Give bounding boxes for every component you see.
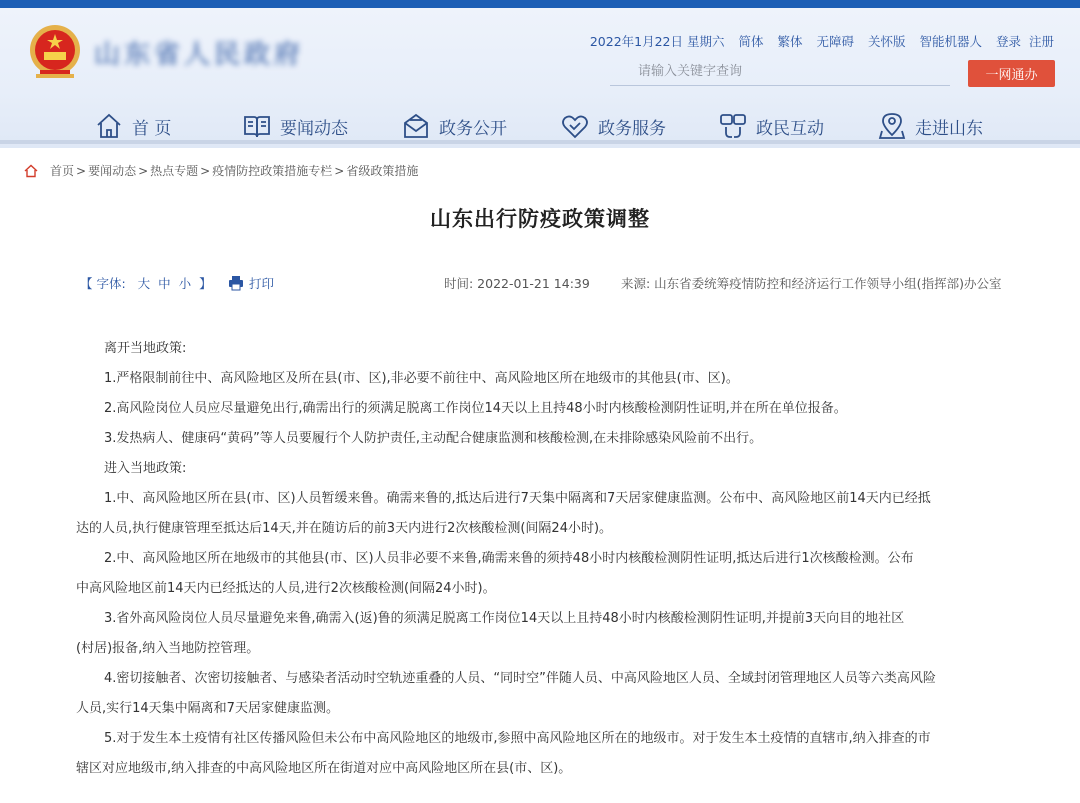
site-header <box>0 8 1080 148</box>
breadcrumb-news[interactable]: 要闻动态 <box>88 164 137 178</box>
article-paragraph: 5.对于发生本土疫情有社区传播风险但未公布中高风险地区的地级市,参照中高风险地区所在的地级市。对于发生本土疫情的直辖市,纳入排查的市 <box>104 731 931 746</box>
article-paragraph: 辖区对应地级市,纳入排查的中高风险地区所在街道对应中高风险地区所在县(市、区)。 <box>76 761 572 776</box>
font-size-control <box>80 274 212 292</box>
article-title: 山东出行防疫政策调整 <box>430 207 650 231</box>
font-size-large[interactable]: 大 <box>137 276 151 291</box>
site-name-logo[interactable]: 山东省人民政府 <box>94 40 305 70</box>
article-paragraph: 中高风险地区前14天内已经抵达的人员,进行2次核酸检测(间隔24小时)。 <box>76 581 496 596</box>
article-paragraph: (村居)报备,纳入当地防控管理。 <box>76 641 260 656</box>
print-label: 打印 <box>249 276 275 291</box>
nav-label: 政务公开 <box>439 118 507 139</box>
article-paragraph: 3.发热病人、健康码“黄码”等人员要履行个人防护责任,主动配合健康监测和核酸检测,在未排除感染风险前不出行。 <box>104 431 763 446</box>
breadcrumb-home[interactable]: 首页 <box>50 164 75 178</box>
article-paragraph: 4.密切接触者、次密切接触者、与感染者活动时空轨迹重叠的人员、“同时空”伴随人员、中高风险地区人员、全域封闭管理地区人员等六类高风险 <box>104 671 936 686</box>
nav-label: 首 页 <box>132 118 172 139</box>
nav-divider <box>0 140 1080 144</box>
home-icon[interactable] <box>24 164 38 178</box>
section-heading: 进入当地政策: <box>104 461 187 476</box>
book-icon <box>242 111 272 141</box>
home-icon <box>94 111 124 141</box>
font-size-label: 【 字体: <box>80 276 126 291</box>
section-heading: 离开当地政策: <box>104 341 187 356</box>
link-simplified[interactable]: 简体 <box>738 34 764 49</box>
link-login[interactable]: 登录 <box>995 34 1021 49</box>
breadcrumb-epidemic-column[interactable]: 疫情防控政策措施专栏 <box>212 164 333 178</box>
utility-bar <box>590 32 1054 50</box>
font-size-bracket-end: 】 <box>199 276 212 291</box>
article-paragraph: 2.高风险岗位人员应尽量避免出行,确需出行的须满足脱离工作岗位14天以上且持48小时内核酸检测阴性证明,并在所在单位报备。 <box>104 401 847 416</box>
breadcrumb-provincial-policy[interactable]: 省级政策措施 <box>346 164 419 178</box>
article-paragraph: 1.中、高风险地区所在县(市、区)人员暂缓来鲁。确需来鲁的,抵达后进行7天集中隔离和7天居家健康监测。公布中、高风险地区前14天内已经抵 <box>104 491 931 506</box>
print-button[interactable] <box>228 274 274 292</box>
article-source: 来源: 山东省委统筹疫情防控和经济运行工作领导小组(指挥部)办公室 <box>621 276 1002 291</box>
nav-label: 走进山东 <box>915 118 983 139</box>
article-paragraph: 3.省外高风险岗位人员尽量避免来鲁,确需入(返)鲁的须满足脱离工作岗位14天以上且持48小时内核酸检测阴性证明,并提前3天向目的地社区 <box>104 611 905 626</box>
top-bar <box>0 0 1080 8</box>
printer-icon <box>228 275 244 291</box>
link-care-mode[interactable]: 关怀版 <box>867 34 906 49</box>
national-emblem-icon <box>26 22 84 84</box>
font-size-small[interactable]: 小 <box>178 276 192 291</box>
link-accessibility[interactable]: 无障碍 <box>816 34 854 49</box>
link-register[interactable]: 注册 <box>1028 34 1054 49</box>
link-traditional[interactable]: 繁体 <box>777 34 803 49</box>
article-paragraph: 2.中、高风险地区所在地级市的其他县(市、区)人员非必要不来鲁,确需来鲁的须持48小时内核酸检测阴性证明,抵达后进行1次核酸检测。公布 <box>104 551 914 566</box>
breadcrumb-hot-topics[interactable]: 热点专题 <box>150 164 199 178</box>
heart-icon <box>560 111 590 141</box>
nav-label: 要闻动态 <box>280 118 348 139</box>
article-paragraph: 达的人员,执行健康管理至抵达后14天,并在随访后的前3天内进行2次核酸检测(间隔24小时)。 <box>76 521 613 536</box>
mail-icon <box>401 111 431 141</box>
search-input[interactable] <box>610 58 950 86</box>
article-body <box>76 334 1004 784</box>
nav-label: 政民互动 <box>756 118 824 139</box>
publish-time: 时间: 2022-01-21 14:39 <box>444 276 590 291</box>
interaction-icon <box>718 111 748 141</box>
article-paragraph: 人员,实行14天集中隔离和7天居家健康监测。 <box>76 701 339 716</box>
font-size-medium[interactable]: 中 <box>158 276 171 291</box>
location-icon <box>877 111 907 141</box>
link-smart-robot[interactable]: 智能机器人 <box>919 34 982 49</box>
article-paragraph: 1.严格限制前往中、高风险地区及所在县(市、区),非必要不前往中、高风险地区所在地级市的其他县(市、区)。 <box>104 371 739 386</box>
nav-label: 政务服务 <box>598 118 666 139</box>
breadcrumb: 首页 > 要闻动态 > 热点专题 > 疫情防控政策措施专栏 > 省级政策措施 <box>24 162 418 179</box>
current-date: 2022年1月22日 星期六 <box>589 34 725 49</box>
one-stop-service-button[interactable]: 一网通办 <box>968 60 1055 87</box>
